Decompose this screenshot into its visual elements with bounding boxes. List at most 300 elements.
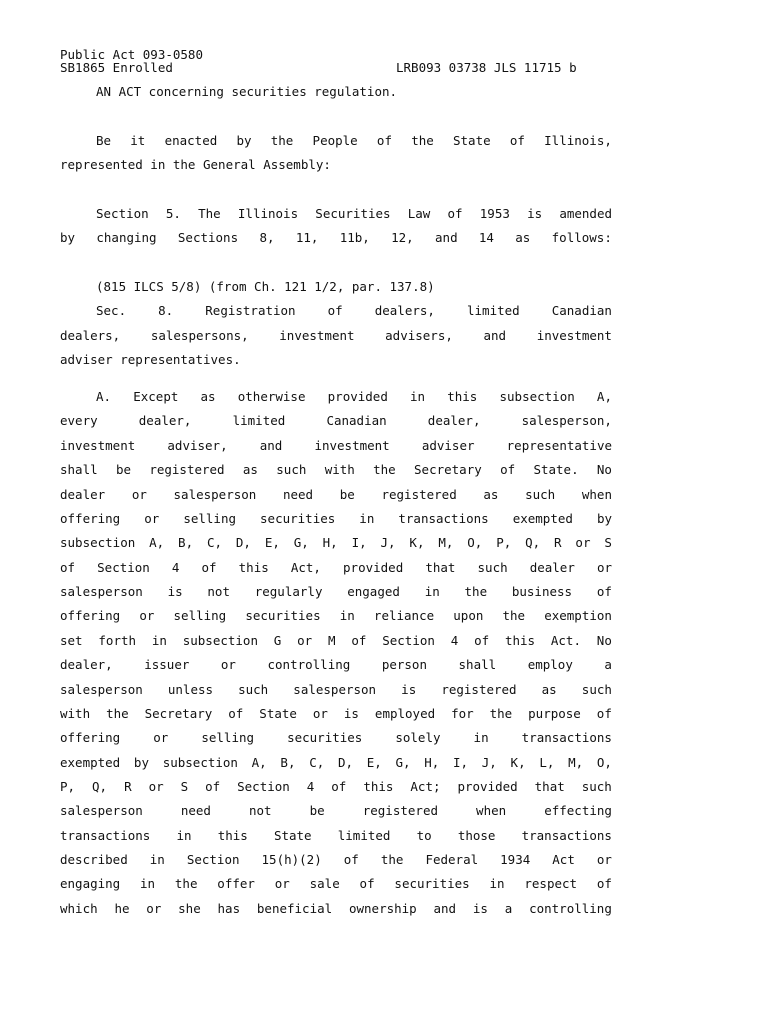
word: such: [276, 462, 307, 477]
word: dealers,: [374, 303, 435, 318]
word: offering: [60, 608, 121, 623]
word: Act: [552, 852, 575, 867]
word: Canadian: [551, 303, 612, 318]
word: No: [596, 462, 612, 477]
word: selling: [173, 608, 227, 623]
word: sale: [309, 876, 340, 891]
word: State: [273, 828, 312, 843]
bill-status: SB1865 Enrolled: [60, 60, 173, 75]
subsection-a-line: [60, 462, 612, 478]
word: 11b,: [339, 230, 370, 245]
subsection-a-line: [60, 584, 612, 600]
word: P,: [496, 535, 512, 550]
word: 4: [450, 633, 459, 648]
word: controlling: [529, 901, 612, 916]
subsection-a-line: [60, 706, 612, 722]
word: in: [339, 608, 355, 623]
word: offering: [60, 730, 121, 745]
word: subsection: [162, 755, 238, 770]
word: I,: [351, 535, 367, 550]
word: K,: [510, 755, 526, 770]
word: provided: [457, 779, 518, 794]
word: as: [515, 230, 531, 245]
word: H,: [424, 755, 440, 770]
word: set: [60, 633, 83, 648]
word: of: [596, 584, 612, 599]
subsection-a-line: [60, 803, 612, 819]
word: Illinois: [237, 206, 299, 221]
word: securities: [245, 608, 321, 623]
word: Q,: [92, 779, 108, 794]
word: by: [133, 755, 149, 770]
sec-8-heading-line-3: adviser representatives.: [60, 352, 241, 367]
word: by: [236, 133, 252, 148]
word: adviser: [421, 438, 475, 453]
word: salesperson,: [521, 413, 612, 428]
word: People: [312, 133, 358, 148]
word: in: [410, 389, 426, 404]
word: salesperson: [60, 584, 143, 599]
word: business: [511, 584, 573, 599]
word: salesperson: [60, 682, 143, 697]
word: P,: [60, 779, 76, 794]
word: or: [153, 730, 169, 745]
word: in: [359, 511, 375, 526]
subsection-a-line: [60, 438, 612, 454]
word: this: [217, 828, 248, 843]
word: Act;: [410, 779, 441, 794]
word: G,: [293, 535, 309, 550]
subsection-a-line: [60, 487, 612, 503]
word: Be: [96, 133, 112, 148]
subsection-a-line: [60, 876, 612, 892]
word: employ: [527, 657, 573, 672]
word: in: [424, 584, 440, 599]
word: adviser,: [167, 438, 228, 453]
word: be: [309, 803, 325, 818]
word: R: [124, 779, 132, 794]
word: or: [146, 901, 162, 916]
section-5-line-2: [60, 230, 612, 246]
word: amended: [559, 206, 612, 221]
word: transactions: [521, 730, 612, 745]
word: enacted: [164, 133, 218, 148]
word: State.: [533, 462, 579, 477]
word: Registration: [205, 303, 296, 318]
word: investment: [536, 328, 612, 343]
word: person: [381, 657, 427, 672]
word: reliance: [373, 608, 435, 623]
word: offer: [217, 876, 255, 891]
word: transactions: [398, 511, 489, 526]
word: the: [174, 876, 198, 891]
word: shall: [60, 462, 98, 477]
subsection-a-line: [60, 901, 612, 917]
word: exempted: [512, 511, 573, 526]
word: this: [504, 633, 536, 648]
word: investment: [60, 438, 136, 453]
sec-8-heading-line-2: [60, 328, 612, 344]
word: the: [411, 133, 434, 148]
word: it: [130, 133, 146, 148]
word: by: [596, 511, 612, 526]
word: of: [351, 633, 367, 648]
word: securities: [287, 730, 363, 745]
word: of: [500, 462, 516, 477]
word: or: [596, 852, 612, 867]
section-5-line-1: [96, 206, 612, 222]
word: salesperson: [173, 487, 257, 502]
subsection-a-line: [60, 828, 612, 844]
word: 8.: [158, 303, 174, 318]
word: D,: [235, 535, 251, 550]
word: subsection: [182, 633, 258, 648]
word: limited: [467, 303, 520, 318]
subsection-a-line: [60, 657, 612, 673]
word: or: [131, 487, 147, 502]
word: R: [554, 535, 562, 550]
word: Sections: [177, 230, 239, 245]
word: L,: [539, 755, 555, 770]
word: as: [200, 389, 216, 404]
word: E,: [264, 535, 280, 550]
word: subsection: [60, 535, 136, 550]
word: C,: [309, 755, 325, 770]
subsection-a-line: [60, 535, 612, 551]
word: State: [259, 706, 297, 721]
word: or: [297, 633, 313, 648]
word: H,: [322, 535, 338, 550]
word: issuer: [144, 657, 190, 672]
word: otherwise: [237, 389, 306, 404]
word: securities: [260, 511, 336, 526]
word: solely: [395, 730, 441, 745]
word: selling: [183, 511, 236, 526]
word: be: [115, 462, 132, 477]
word: in: [149, 852, 165, 867]
word: 1934: [500, 852, 531, 867]
word: 4: [306, 779, 315, 794]
act-number: Public Act 093-0580: [60, 47, 203, 62]
word: investment: [314, 438, 390, 453]
subsection-a-line: [60, 682, 612, 698]
word: the: [373, 462, 396, 477]
word: registered: [149, 462, 225, 477]
word: limited: [337, 828, 391, 843]
word: of: [359, 876, 375, 891]
subsection-a-line: [60, 755, 612, 771]
word: upon: [453, 608, 484, 623]
word: representative: [506, 438, 612, 453]
word: Section: [97, 560, 150, 575]
word: be: [339, 487, 355, 502]
word: for: [451, 706, 474, 721]
word: with: [60, 706, 91, 721]
word: of: [228, 706, 244, 721]
subsection-a-line: [60, 779, 612, 795]
word: this: [238, 560, 269, 575]
word: of: [60, 560, 76, 575]
word: by: [60, 230, 76, 245]
word: No: [596, 633, 612, 648]
word: need: [282, 487, 314, 502]
word: is: [343, 706, 359, 721]
word: of: [376, 133, 392, 148]
word: Section: [96, 206, 149, 221]
word: M: [328, 633, 336, 648]
word: Section: [382, 633, 435, 648]
word: such: [525, 487, 556, 502]
word: follows:: [551, 230, 612, 245]
subsection-a-line: [60, 608, 612, 624]
word: as: [483, 487, 499, 502]
word: registered: [441, 682, 517, 697]
word: to: [416, 828, 432, 843]
word: in: [151, 633, 167, 648]
word: 11,: [295, 230, 319, 245]
word: or: [139, 608, 155, 623]
word: salesperson: [60, 803, 143, 818]
word: changing: [96, 230, 157, 245]
word: O,: [467, 535, 483, 550]
word: selling: [201, 730, 255, 745]
word: beneficial: [256, 901, 333, 916]
word: or: [575, 535, 591, 550]
word: 8,: [259, 230, 275, 245]
word: J,: [481, 755, 497, 770]
word: subsection: [499, 389, 575, 404]
word: Law: [407, 206, 431, 221]
word: C,: [206, 535, 223, 550]
word: of: [205, 779, 221, 794]
word: Secretary: [414, 462, 482, 477]
word: ownership: [348, 901, 417, 916]
word: not: [249, 803, 272, 818]
word: she: [178, 901, 201, 916]
word: 15(h)(2): [261, 852, 322, 867]
word: the: [270, 133, 294, 148]
word: I,: [453, 755, 469, 770]
word: of: [474, 633, 490, 648]
word: or: [220, 657, 236, 672]
word: 5.: [165, 206, 181, 221]
word: S: [604, 535, 612, 550]
word: respect: [524, 876, 578, 891]
word: or: [312, 706, 328, 721]
word: investment: [279, 328, 355, 343]
word: Section: [186, 852, 240, 867]
word: 14: [478, 230, 494, 245]
word: such: [477, 560, 508, 575]
word: is: [472, 901, 488, 916]
word: M,: [438, 535, 454, 550]
subsection-a-line: [60, 852, 612, 868]
word: Act.: [550, 633, 581, 648]
word: dealer: [529, 560, 575, 575]
word: Securities: [315, 206, 391, 221]
word: D,: [337, 755, 354, 770]
word: such: [581, 779, 612, 794]
word: this: [447, 389, 478, 404]
word: of: [331, 779, 347, 794]
word: those: [457, 828, 496, 843]
word: O,: [596, 755, 612, 770]
word: transactions: [521, 828, 612, 843]
word: forth: [98, 633, 137, 648]
word: and: [259, 438, 283, 453]
word: a: [604, 657, 612, 672]
word: Section: [237, 779, 290, 794]
word: engaged: [347, 584, 400, 599]
subsection-a-line: [60, 511, 612, 527]
word: J,: [380, 535, 396, 550]
word: salespersons,: [150, 328, 249, 343]
word: State: [453, 133, 491, 148]
word: when: [476, 803, 507, 818]
word: exempted: [60, 755, 121, 770]
word: or: [596, 560, 612, 575]
word: such: [238, 682, 269, 697]
word: unless: [167, 682, 214, 697]
word: of: [343, 852, 359, 867]
lrb-reference: LRB093 03738 JLS 11715 b: [396, 60, 577, 75]
word: with: [324, 462, 355, 477]
word: as: [541, 682, 557, 697]
word: dealer,: [427, 413, 481, 428]
word: A,: [149, 535, 165, 550]
word: such: [581, 682, 612, 697]
word: when: [581, 487, 612, 502]
subsection-a-line: [60, 633, 612, 649]
word: securities: [394, 876, 470, 891]
word: exemption: [544, 608, 612, 623]
subsection-a-line: [96, 389, 612, 405]
word: M,: [568, 755, 584, 770]
word: every: [60, 413, 98, 428]
word: Sec.: [96, 303, 127, 318]
word: dealers,: [60, 328, 121, 343]
word: Act,: [290, 560, 321, 575]
word: a: [504, 901, 513, 916]
word: 1953: [479, 206, 510, 221]
word: or: [144, 511, 160, 526]
word: or: [148, 779, 164, 794]
word: provided: [343, 560, 404, 575]
word: engaging: [60, 876, 121, 891]
word: the: [489, 706, 513, 721]
word: transactions: [60, 828, 151, 843]
word: Except: [133, 389, 179, 404]
word: dealer: [60, 487, 106, 502]
word: of: [596, 706, 612, 721]
word: offering: [60, 511, 121, 526]
word: as: [242, 462, 258, 477]
word: B,: [178, 535, 194, 550]
word: which: [60, 901, 98, 916]
statute-citation: (815 ILCS 5/8) (from Ch. 121 1/2, par. 137.8): [96, 279, 435, 294]
word: K,: [409, 535, 425, 550]
word: employed: [374, 706, 436, 721]
word: The: [198, 206, 221, 221]
word: G: [273, 633, 282, 648]
word: 12,: [391, 230, 414, 245]
word: controlling: [267, 657, 351, 672]
word: dealer,: [138, 413, 192, 428]
word: S: [180, 779, 189, 794]
word: provided: [327, 389, 388, 404]
enacting-clause-line-2: represented in the General Assembly:: [60, 157, 331, 172]
word: that: [534, 779, 565, 794]
word: the: [106, 706, 129, 721]
word: that: [425, 560, 456, 575]
word: Q,: [525, 535, 541, 550]
word: effecting: [544, 803, 612, 818]
word: has: [217, 901, 241, 916]
word: A,: [251, 755, 267, 770]
word: is: [167, 584, 183, 599]
word: shall: [458, 657, 497, 672]
word: and: [435, 230, 458, 245]
word: dealer,: [60, 657, 113, 672]
word: A.: [96, 389, 112, 404]
word: Illinois,: [544, 133, 612, 148]
subsection-a-line: [60, 730, 612, 746]
word: need: [180, 803, 211, 818]
word: the: [502, 608, 526, 623]
word: advisers,: [385, 328, 453, 343]
word: Canadian: [326, 413, 387, 428]
word: in: [489, 876, 505, 891]
subsection-a-line: [60, 560, 612, 576]
word: purpose: [528, 706, 581, 721]
word: this: [363, 779, 394, 794]
word: limited: [232, 413, 286, 428]
word: the: [464, 584, 488, 599]
word: regularly: [254, 584, 323, 599]
sec-8-heading-line-1: [96, 303, 612, 319]
word: and: [483, 328, 507, 343]
word: registered: [362, 803, 438, 818]
subsection-a-line: [60, 413, 612, 429]
word: of: [327, 303, 343, 318]
word: described: [60, 852, 128, 867]
word: of: [596, 876, 612, 891]
word: is: [527, 206, 543, 221]
word: of: [201, 560, 217, 575]
word: Secretary: [144, 706, 213, 721]
word: 4: [171, 560, 180, 575]
word: G,: [395, 755, 411, 770]
word: E,: [366, 755, 382, 770]
word: registered: [381, 487, 457, 502]
word: in: [473, 730, 489, 745]
word: not: [207, 584, 230, 599]
enacting-clause-line-1: [96, 133, 612, 149]
word: and: [433, 901, 457, 916]
word: he: [114, 901, 130, 916]
word: Federal: [425, 852, 479, 867]
act-title: AN ACT concerning securities regulation.: [96, 84, 398, 99]
word: B,: [280, 755, 296, 770]
word: of: [509, 133, 525, 148]
word: A,: [596, 389, 612, 404]
word: salesperson: [293, 682, 377, 697]
word: of: [447, 206, 463, 221]
word: the: [380, 852, 404, 867]
word: in: [176, 828, 192, 843]
word: is: [401, 682, 417, 697]
word: or: [274, 876, 290, 891]
